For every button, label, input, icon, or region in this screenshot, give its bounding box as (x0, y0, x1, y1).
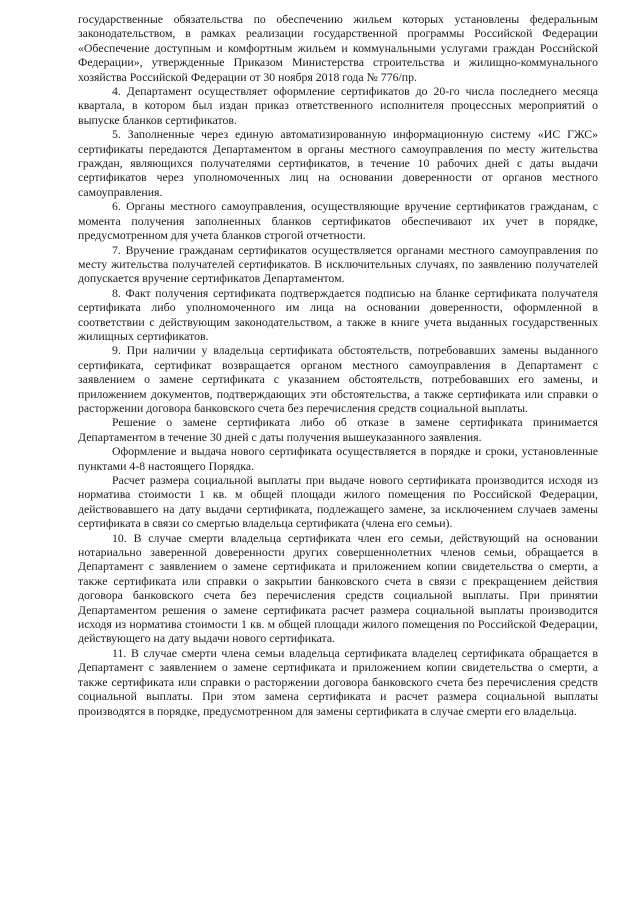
paragraph-4: 4. Департамент осуществляет оформление сертификатов до 20-го числа последнего месяца квартала, в котором был издан приказ ответственного исполнителя процессных мероприятий о выпуске бланков сертификатов. (78, 84, 598, 127)
paragraph-9-issuance: Оформление и выдача нового сертификата осуществляется в порядке и сроки, установленные пунктами 4-8 настоящего Порядка. (78, 444, 598, 473)
paragraph-10: 10. В случае смерти владельца сертификата член его семьи, действующий на основании нотариально заверенной доверенности других совершеннолетних членов семьи, обращается в Департамент с заявлением о замене сертификата и приложением копии свидетельства о смерти, а также сертификата или справки о закрытии банковского счета в связи с прекращением действия договора банковского счета без перечисления средств социальной выплаты. При принятии Департаментом решения о замене сертификата расчет размера социальной выплаты производится исходя из норматива стоимости 1 кв. м общей площади жилого помещения по Российской Федерации, действующего на дату выдачи нового сертификата. (78, 530, 598, 646)
paragraph-5: 5. Заполненные через единую автоматизированную информационную систему «ИС ГЖС» сертификаты передаются Департаментом в органы местного самоуправления по месту жительства граждан, являющихся получателями сертификатов, в течение 10 рабочих дней с даты выдачи сертификатов через уполномоченных лиц на основании доверенности от органов местного самоуправления. (78, 127, 598, 199)
paragraph-continuation: государственные обязательства по обеспечению жильем которых установлены федеральным законодательством, в рамках реализации государственной программы Российской Федерации «Обеспечение доступным и комфортным жильем и коммунальными услугами граждан Российской Федерации», утвержденные Приказом Министерства строительства и жилищно-коммунального хозяйства Российской Федерации от 30 ноября 2018 года № 776/пр. (78, 12, 598, 84)
paragraph-9: 9. При наличии у владельца сертификата обстоятельств, потребовавших замены выданного сертификата, сертификат возвращается органом местного самоуправления в Департамент с заявлением о замене сертификата с указанием обстоятельств, потребовавших его замены, и приложением документов, подтверждающих эти обстоятельства, а также сертификата или справки о расторжении договора банковского счета без перечисления средств социальной выплаты. (78, 343, 598, 415)
paragraph-9-decision: Решение о замене сертификата либо об отказе в замене сертификата принимается Департаментом в течение 30 дней с даты получения вышеуказанного заявления. (78, 415, 598, 444)
paragraph-9-calculation: Расчет размера социальной выплаты при выдаче нового сертификата производится исходя из норматива стоимости 1 кв. м общей площади жилого помещения по Российской Федерации, действовавшего на дату выдачи сертификата, подлежащего замене, за исключением случаев замены сертификата в связи со смертью владельца сертификата (члена его семьи). (78, 473, 598, 531)
document-page (78, 12, 598, 718)
paragraph-7: 7. Вручение гражданам сертификатов осуществляется органами местного самоуправления по месту жительства получателей сертификатов. В исключительных случаях, по заявлению получателей допускается вручение сертификатов Департаментом. (78, 242, 598, 286)
paragraph-8: 8. Факт получения сертификата подтверждается подписью на бланке сертификата получателя сертификата либо уполномоченного им лица на основании доверенности, оформленной в соответствии с действующим законодательством, а также в книге учета выданных государственных жилищных сертификатов. (78, 285, 598, 343)
paragraph-11: 11. В случае смерти члена семьи владельца сертификата владелец сертификата обращается в Департамент с заявлением о замене сертификата и приложением копии свидетельства о смерти, а также сертификата или справки о расторжении договора банковского счета без перечисления средств социальной выплаты. При этом замена сертификата и расчет размера социальной выплаты производятся в порядке, предусмотренном для замены сертификата в случае смерти его владельца. (78, 645, 598, 718)
paragraph-6: 6. Органы местного самоуправления, осуществляющие вручение сертификатов гражданам, с момента получения заполненных бланков сертификатов обеспечивают их учет в порядке, предусмотренном для учета бланков строгой отчетности. (78, 199, 598, 243)
